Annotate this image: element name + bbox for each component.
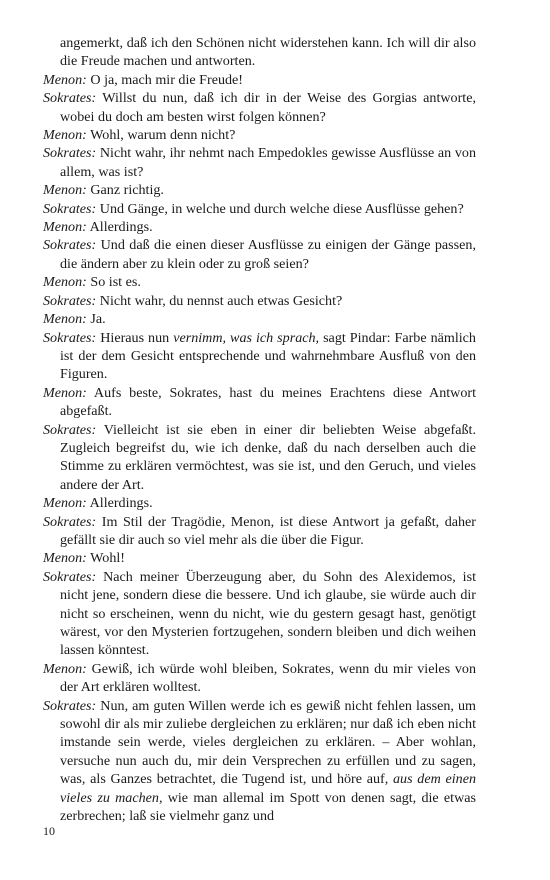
dialogue-turn xyxy=(43,697,476,826)
speech-text: So ist es. xyxy=(90,274,141,291)
speech-text: Im Stil der Tragödie, Menon, ist diese Antwort ja gefaßt, daher gefällt sie dir auch so viel mehr als die über die Figur. xyxy=(60,513,476,548)
speaker-name: Sokrates: xyxy=(43,145,97,162)
speaker-name: Sokrates: xyxy=(43,237,97,254)
speaker-name: Sokrates: xyxy=(43,697,97,714)
speech-text: Willst du nun, daß ich dir in der Weise des Gorgias antworte, wobei du doch am besten wirst folgen können? xyxy=(60,90,476,125)
dialogue-turn xyxy=(43,421,476,495)
speech-text: Allerdings. xyxy=(89,219,153,236)
speech-text: angemerkt, daß ich den Schönen nicht widerstehen kann. Ich will dir also die Freude machen und antworten. xyxy=(60,35,476,70)
speaker-name: Menon: xyxy=(43,127,87,144)
dialogue-turn xyxy=(43,71,476,89)
speaker-name: Sokrates: xyxy=(43,200,97,217)
speaker-name: Sokrates: xyxy=(43,421,97,438)
dialogue-turn xyxy=(43,310,476,328)
speech-text: Aufs beste, Sokrates, hast du meines Erachtens diese Antwort abgefaßt. xyxy=(60,384,476,420)
speaker-name: Sokrates: xyxy=(43,90,97,107)
speech-text: Gewiß, ich würde wohl bleiben, Sokrates, wenn du mir vieles von der Art erklären wolltest. xyxy=(60,660,476,696)
speech-text: Und daß die einen dieser Ausflüsse zu einigen der Gänge passen, die ändern aber zu klein oder zu groß seien? xyxy=(60,237,476,272)
speech-text: Nicht wahr, ihr nehmt nach Empedokles gewisse Ausflüsse an von allem, was ist? xyxy=(60,145,476,180)
speech-text: Und Gänge, in welche und durch welche diese Ausflüsse gehen? xyxy=(99,200,464,217)
speaker-name: Sokrates: xyxy=(43,568,97,585)
speaker-name: Menon: xyxy=(43,71,87,88)
dialogue-turn xyxy=(43,292,476,310)
speech-text: Wohl! xyxy=(90,550,126,567)
dialogue-turn xyxy=(43,660,476,697)
dialogue-text xyxy=(43,34,476,825)
speech-text: wie man allemal im Spott von denen sagt, die etwas zerbrechen; laß sie vielmehr ganz und xyxy=(60,789,477,825)
quoted-phrase: vernimm, was ich sprach, xyxy=(173,329,320,346)
page-number: 10 xyxy=(43,824,55,838)
dialogue-turn xyxy=(43,494,476,512)
speech-text: Hieraus nun xyxy=(100,329,174,346)
dialogue-turn xyxy=(43,329,476,384)
speaker-name: Sokrates: xyxy=(43,513,97,530)
speech-text: sagt Pindar: Farbe nämlich ist der dem Gesicht entsprechende und wahrnehmbare Ausfluß von den Figuren. xyxy=(60,329,476,383)
speech-text: Ganz richtig. xyxy=(90,182,164,199)
dialogue-turn xyxy=(43,549,476,567)
speaker-name: Menon: xyxy=(43,660,87,677)
dialogue-turn xyxy=(43,34,476,71)
speech-text: Ja. xyxy=(90,311,106,328)
speech-text: Nicht wahr, du nennst auch etwas Gesicht? xyxy=(99,292,343,309)
dialogue-turn xyxy=(43,236,476,273)
speech-text: O ja, mach mir die Freude! xyxy=(90,71,244,88)
speaker-name: Menon: xyxy=(43,495,87,512)
dialogue-turn xyxy=(43,513,476,550)
dialogue-turn xyxy=(43,218,476,236)
dialogue-turn xyxy=(43,89,476,126)
speaker-name: Sokrates: xyxy=(43,329,97,346)
dialogue-turn xyxy=(43,273,476,291)
speaker-name: Menon: xyxy=(43,219,87,236)
dialogue-turn xyxy=(43,144,476,181)
speech-text: Wohl, warum denn nicht? xyxy=(90,127,236,144)
dialogue-turn xyxy=(43,568,476,660)
dialogue-turn xyxy=(43,126,476,144)
dialogue-turn xyxy=(43,181,476,199)
speech-text: Nun, am guten Willen werde ich es gewiß nicht fehlen lassen, um sowohl dir als mir zuliebe dergleichen zu erklären; nur daß ich eben nicht imstande sein werde, vieles dergleichen zu erklären. – Aber wohlan, versuche nun auch du, mir dein Versprechen zu erfüllen und zu sagen, was, als Ganzes betrachtet, die Tugend ist, und höre auf, xyxy=(60,697,476,788)
speaker-name: Menon: xyxy=(43,384,87,401)
speaker-name: Sokrates: xyxy=(43,292,97,309)
speaker-name: Menon: xyxy=(43,550,87,567)
speech-text: Nach meiner Überzeugung aber, du Sohn des Alexidemos, ist nicht jene, sondern diese die bessere. Und ich glaube, sie würde auch dir nicht so erscheinen, wenn du nicht, wie du gestern gesagt hast, genötigt wärest, vor den Mysterien fortzugehen, sondern bleiben und dich weihen lassen könntest. xyxy=(60,568,476,659)
speaker-name: Menon: xyxy=(43,274,87,291)
dialogue-turn xyxy=(43,200,476,218)
speaker-name: Menon: xyxy=(43,311,87,328)
speech-text: Vielleicht ist sie eben in einer dir beliebten Weise abgefaßt. Zugleich begreifst du, wie ich denke, daß du nach derselben auch die Stimme zu erklären vermöchtest, was sie ist, und den Geruch, und vieles andere der Art. xyxy=(60,421,476,493)
speaker-name: Menon: xyxy=(43,182,87,199)
speech-text: Allerdings. xyxy=(89,495,153,512)
quoted-phrase: aus dem einen vieles zu machen, xyxy=(60,771,476,806)
dialogue-turn xyxy=(43,384,476,421)
